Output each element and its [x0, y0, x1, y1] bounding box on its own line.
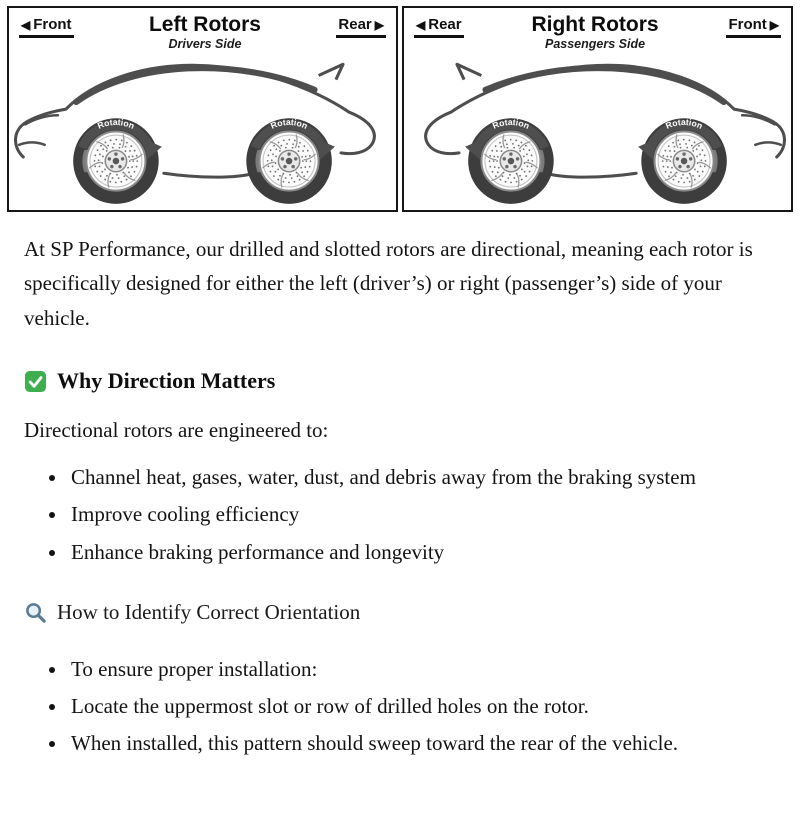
arrow-right-icon: ▶	[769, 18, 779, 33]
right-panel-title-block	[531, 14, 658, 51]
car-side-view-left-illustration	[9, 47, 396, 210]
panel-title: Left Rotors	[148, 13, 261, 36]
check-icon	[24, 370, 47, 393]
list-item: • When installed, this pattern should sweep toward the rear of the vehicle.	[68, 726, 758, 760]
section1-lead: Directional rotors are engineered to:	[24, 418, 329, 443]
section-heading-text: How to Identify Correct Orientation	[57, 600, 361, 625]
article-body	[0, 212, 800, 813]
section-heading-identify-orientation	[24, 595, 774, 629]
magnifier-icon	[24, 601, 47, 624]
left-rotors-panel	[7, 6, 398, 212]
arrow-left-icon: ◀	[21, 18, 31, 33]
intro-paragraph: At SP Performance, our drilled and slotted rotors are directional, meaning each rotor is specifically designed for either the left (driver’s) or right (passenger’s) side of your vehicle.	[24, 236, 753, 330]
rear-direction-label	[336, 17, 386, 38]
arrow-right-icon: ▶	[374, 18, 384, 33]
list-item: • To ensure proper installation:	[68, 652, 758, 686]
rotor-direction-diagram	[0, 0, 800, 212]
rear-direction-label	[414, 17, 464, 38]
section-heading-why-direction-matters	[24, 363, 774, 399]
direction-text: Rear	[338, 16, 372, 33]
right-rotors-panel	[402, 6, 793, 212]
arrow-left-icon: ◀	[416, 18, 426, 33]
benefits-list	[24, 460, 774, 569]
rotation-label: Rotation	[95, 117, 137, 131]
rotation-label: Rotation	[269, 117, 310, 131]
direction-text: Front	[33, 16, 72, 33]
right-panel-header	[404, 8, 791, 51]
list-item: • Locate the uppermost slot or row of drilled holes on the rotor.	[68, 689, 758, 723]
panel-title: Right Rotors	[531, 13, 659, 36]
panel-subtitle: Drivers Side	[168, 37, 242, 52]
direction-text: Rear	[428, 16, 462, 33]
list-item: • Enhance braking performance and longevity	[68, 535, 758, 569]
left-panel-header	[9, 8, 396, 51]
orientation-steps-list	[24, 652, 774, 761]
rotation-label: Rotation	[664, 117, 705, 131]
direction-text: Front	[728, 16, 767, 33]
front-direction-label	[726, 17, 781, 38]
panel-subtitle: Passengers Side	[544, 37, 646, 52]
front-direction-label	[19, 17, 74, 38]
list-item: • Improve cooling efficiency	[68, 497, 758, 531]
rotation-label: Rotation	[490, 117, 532, 131]
left-panel-title-block	[149, 14, 261, 51]
list-item: • Channel heat, gases, water, dust, and debris away from the braking system	[68, 460, 758, 494]
car-side-view-right-illustration	[404, 47, 791, 210]
section-heading-text: Why Direction Matters	[57, 368, 276, 394]
